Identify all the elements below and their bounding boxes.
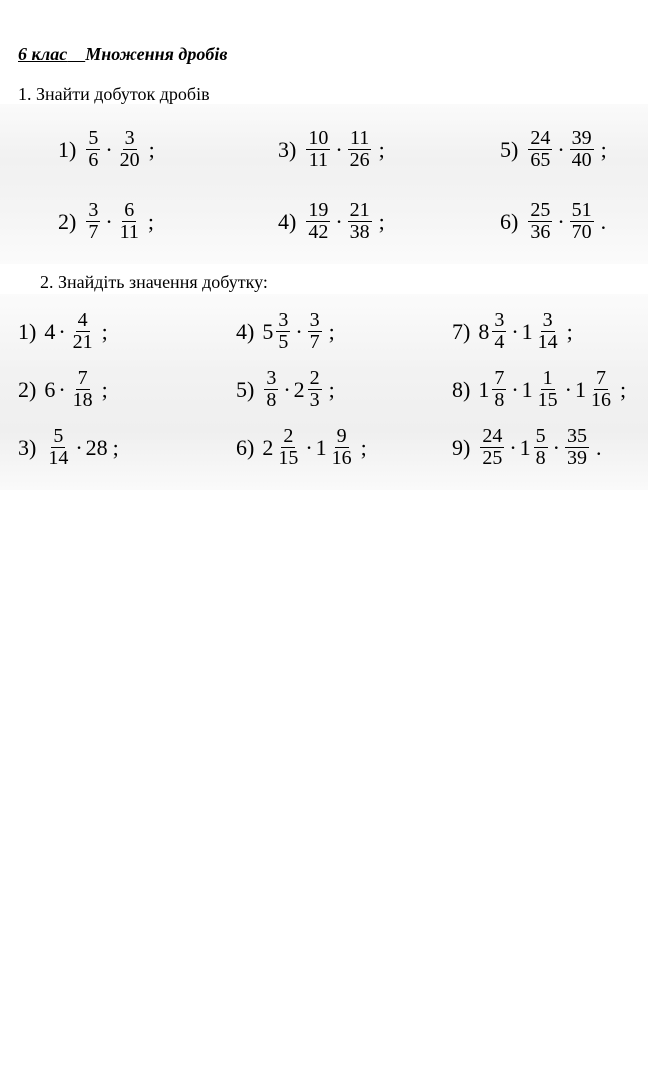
item-label: 1)	[18, 318, 37, 344]
numerator: 6	[124, 199, 135, 221]
numerator: 3	[309, 309, 320, 331]
fraction	[492, 368, 506, 411]
fraction	[348, 128, 372, 171]
numerator: 39	[571, 127, 592, 149]
whole-part: 8	[478, 318, 490, 344]
title-underline-gap	[67, 44, 85, 64]
denominator: 6	[88, 149, 99, 171]
numerator: 3	[266, 367, 277, 389]
task2-item-1	[18, 310, 108, 353]
denominator: 38	[349, 221, 370, 243]
whole-part: 5	[262, 318, 274, 344]
denominator: 15	[537, 389, 558, 411]
denominator: 40	[571, 149, 592, 171]
dot-operator: ·	[557, 136, 565, 162]
whole-part: 1	[519, 434, 531, 460]
dot-operator: ·	[105, 208, 113, 234]
fraction	[492, 310, 506, 353]
whole-part: 1	[521, 318, 533, 344]
dot-operator: ·	[75, 434, 83, 460]
numerator: 24	[530, 127, 551, 149]
numerator: 25	[530, 199, 551, 221]
fraction	[86, 128, 100, 171]
task1-item-5	[500, 128, 607, 171]
denominator: 16	[331, 447, 352, 469]
punctuation: ;	[101, 376, 108, 402]
item-label: 5)	[500, 136, 519, 162]
denominator: 18	[72, 389, 93, 411]
whole-number: 4	[44, 318, 56, 344]
fraction	[570, 200, 594, 243]
denominator: 11	[119, 221, 139, 243]
denominator: 21	[72, 331, 93, 353]
item-label: 2)	[58, 208, 77, 234]
numerator: 2	[309, 367, 320, 389]
punctuation: ;	[328, 376, 335, 402]
numerator: 1	[542, 367, 553, 389]
dot-operator: ·	[509, 434, 517, 460]
denominator: 3	[309, 389, 320, 411]
denominator: 14	[48, 447, 69, 469]
fraction	[528, 200, 552, 243]
punctuation: .	[600, 208, 607, 234]
whole-part: 1	[521, 376, 533, 402]
numerator: 5	[535, 425, 546, 447]
item-label: 7)	[452, 318, 471, 344]
denominator: 36	[530, 221, 551, 243]
item-label: 4)	[278, 208, 297, 234]
fraction	[46, 426, 70, 469]
denominator: 8	[266, 389, 277, 411]
numerator: 3	[278, 309, 289, 331]
punctuation: ;	[328, 318, 335, 344]
numerator: 3	[494, 309, 505, 331]
numerator: 35	[566, 425, 587, 447]
fraction	[589, 368, 613, 411]
denominator: 16	[590, 389, 611, 411]
punctuation: ;	[378, 208, 385, 234]
punctuation: ;	[360, 434, 367, 460]
numerator: 7	[595, 367, 606, 389]
task1-item-1	[58, 128, 155, 171]
punctuation: ;	[378, 136, 385, 162]
fraction	[71, 310, 95, 353]
numerator: 24	[482, 425, 503, 447]
dot-operator: ·	[305, 434, 313, 460]
fraction	[264, 368, 278, 411]
numerator: 3	[542, 309, 553, 331]
dot-operator: ·	[58, 318, 66, 344]
task1-item-6	[500, 200, 606, 243]
task1-heading: 1. Знайти добуток дробів	[18, 84, 210, 104]
fraction	[348, 200, 372, 243]
denominator: 8	[535, 447, 546, 469]
punctuation: ;	[148, 136, 155, 162]
fraction	[565, 426, 589, 469]
numerator: 7	[494, 367, 505, 389]
denominator: 42	[308, 221, 329, 243]
item-label: 9)	[452, 434, 471, 460]
task1-item-3	[278, 128, 385, 171]
numerator: 51	[571, 199, 592, 221]
dot-operator: ·	[511, 318, 519, 344]
dot-operator: ·	[335, 208, 343, 234]
numerator: 2	[283, 425, 294, 447]
page-title	[18, 44, 227, 65]
fraction	[308, 368, 322, 411]
fraction	[276, 426, 300, 469]
punctuation: ;	[566, 318, 573, 344]
denominator: 15	[278, 447, 299, 469]
item-label: 3)	[278, 136, 297, 162]
task2-item-6	[236, 426, 367, 469]
fraction	[71, 368, 95, 411]
whole-number: 6	[44, 376, 56, 402]
numerator: 5	[53, 425, 64, 447]
item-label: 2)	[18, 376, 37, 402]
fraction	[480, 426, 504, 469]
denominator: 5	[278, 331, 289, 353]
grade-label: 6 клас	[18, 44, 68, 64]
numerator: 21	[349, 199, 370, 221]
item-label: 6)	[500, 208, 519, 234]
whole-part: 2	[293, 376, 305, 402]
fraction	[536, 310, 560, 353]
punctuation: ;	[112, 434, 119, 460]
task2-item-7	[452, 310, 573, 353]
fraction	[276, 310, 290, 353]
denominator: 65	[530, 149, 551, 171]
denominator: 7	[309, 331, 320, 353]
topic-label: Множення дробів	[85, 44, 228, 64]
denominator: 25	[482, 447, 503, 469]
numerator: 3	[88, 199, 99, 221]
fraction	[306, 200, 330, 243]
numerator: 5	[88, 127, 99, 149]
task2-item-2	[18, 368, 108, 411]
denominator: 39	[566, 447, 587, 469]
whole-part: 1	[574, 376, 586, 402]
fraction	[306, 128, 330, 171]
item-label: 6)	[236, 434, 255, 460]
punctuation: ;	[147, 208, 155, 234]
punctuation: ;	[600, 136, 607, 162]
numerator: 7	[77, 367, 88, 389]
punctuation: ;	[619, 376, 627, 402]
item-label: 4)	[236, 318, 255, 344]
denominator: 26	[349, 149, 370, 171]
fraction	[536, 368, 560, 411]
fraction	[528, 128, 552, 171]
numerator: 19	[308, 199, 329, 221]
fraction	[330, 426, 354, 469]
dot-operator: ·	[105, 136, 113, 162]
dot-operator: ·	[295, 318, 303, 344]
whole-part: 2	[262, 434, 274, 460]
denominator: 7	[88, 221, 99, 243]
task1-item-4	[278, 200, 385, 243]
denominator: 14	[537, 331, 558, 353]
fraction	[118, 200, 141, 243]
numerator: 3	[124, 127, 135, 149]
task2-heading: 2. Знайдіть значення добутку:	[40, 272, 268, 292]
item-label: 3)	[18, 434, 37, 460]
whole-part: 1	[315, 434, 327, 460]
task2-item-5	[236, 368, 335, 411]
task2-item-3	[18, 426, 119, 469]
denominator: 8	[494, 389, 505, 411]
item-label: 5)	[236, 376, 255, 402]
item-label: 1)	[58, 136, 77, 162]
dot-operator: ·	[511, 376, 519, 402]
dot-operator: ·	[283, 376, 291, 402]
dot-operator: ·	[58, 376, 66, 402]
punctuation: .	[595, 434, 602, 460]
fraction	[86, 200, 100, 243]
whole-number: 28	[85, 434, 108, 460]
denominator: 70	[571, 221, 592, 243]
fraction	[570, 128, 594, 171]
fraction	[118, 128, 142, 171]
dot-operator: ·	[335, 136, 343, 162]
dot-operator: ·	[564, 376, 572, 402]
fraction	[534, 426, 548, 469]
numerator: 4	[77, 309, 88, 331]
dot-operator: ·	[552, 434, 560, 460]
task2-item-4	[236, 310, 335, 353]
denominator: 4	[494, 331, 505, 353]
task2-item-9	[452, 426, 601, 469]
numerator: 9	[336, 425, 347, 447]
denominator: 11	[308, 149, 328, 171]
item-label: 8)	[452, 376, 471, 402]
denominator: 20	[119, 149, 140, 171]
whole-part: 1	[478, 376, 490, 402]
fraction	[308, 310, 322, 353]
task2-item-8	[452, 368, 626, 411]
punctuation: ;	[101, 318, 108, 344]
numerator: 11	[350, 127, 370, 149]
task1-item-2	[58, 200, 154, 243]
numerator: 10	[308, 127, 329, 149]
dot-operator: ·	[557, 208, 565, 234]
